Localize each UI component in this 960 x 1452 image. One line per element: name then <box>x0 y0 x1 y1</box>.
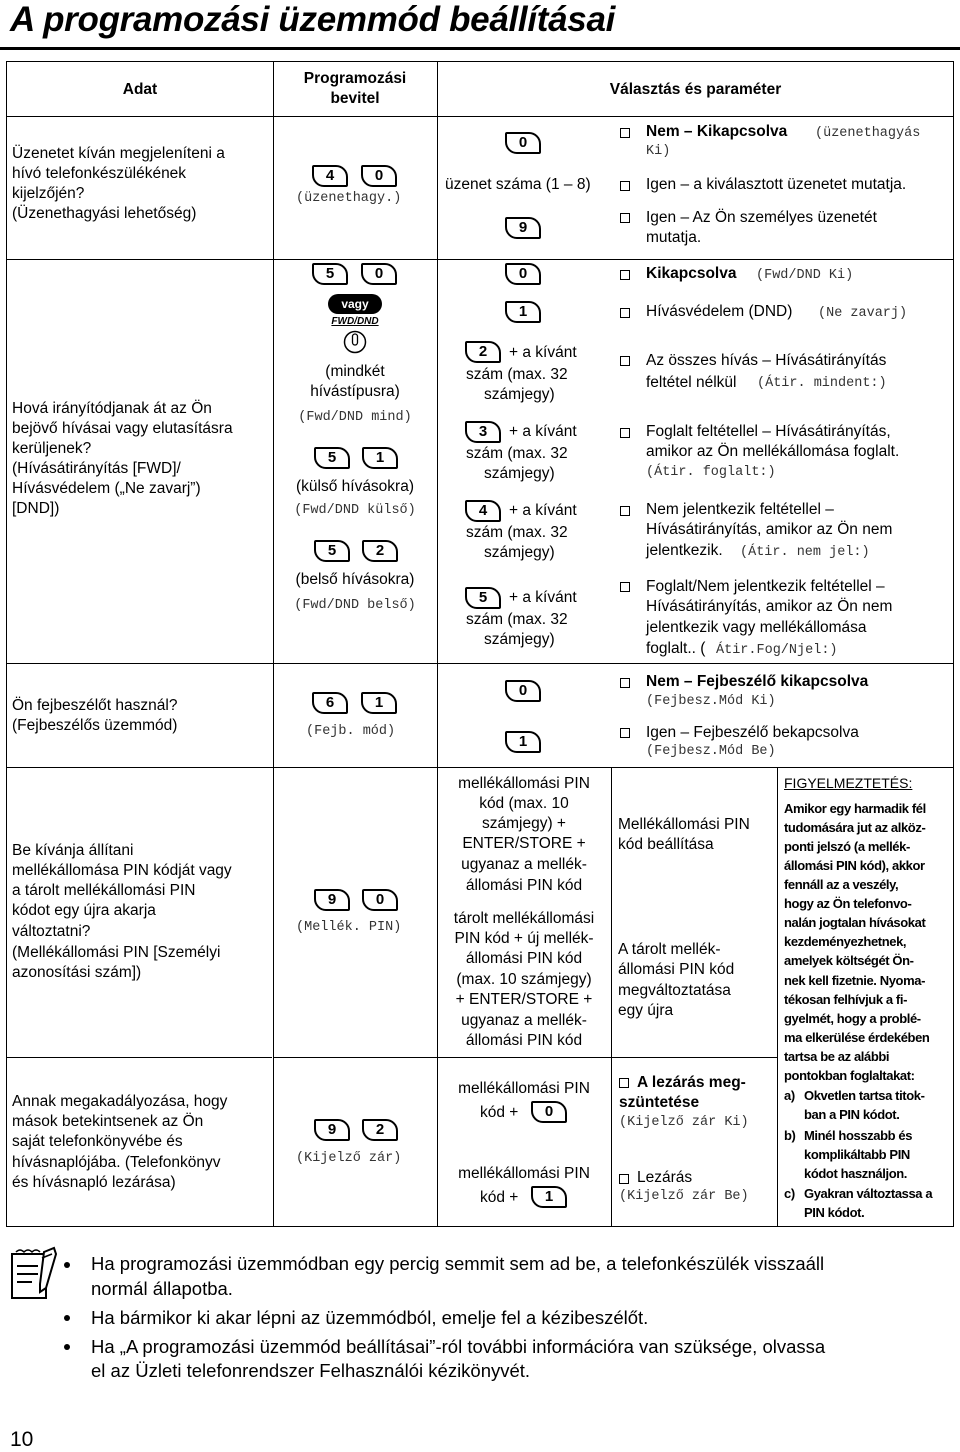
warning-line: ponti jelszó (a mellék- <box>784 839 910 854</box>
warning-line: tartsa be az alábbi <box>784 1049 890 1064</box>
lcd-text: (Fejbesz.Mód Ki) <box>646 694 776 709</box>
adat-line: (Mellékállomási PIN [Személyi <box>12 944 221 961</box>
key-5: 5 <box>314 447 350 469</box>
warning-item-line: Gyakran változtassa a <box>804 1186 933 1201</box>
param-text: állomási PIN kód <box>465 950 583 967</box>
warning-line: fennáll az a veszély, <box>784 877 899 892</box>
param-text: számjegy) <box>484 544 555 561</box>
lcd-text: (Átir. nem jel:) <box>740 545 870 560</box>
vagy-badge: vagy <box>328 294 382 314</box>
param-text: szám (max. 32 <box>466 366 568 383</box>
option-label: Igen – a kiválasztott üzenetet mutatja. <box>646 176 907 193</box>
option-label: amikor az Ön mellékállomása foglalt. <box>646 443 900 460</box>
option-label: mutatja. <box>646 229 702 246</box>
adat-line: saját telefonkönyvébe és <box>12 1133 183 1150</box>
adat-line: [DND]) <box>12 500 60 517</box>
warning-item-line: Minél hosszabb és <box>804 1128 913 1143</box>
title-rule <box>0 47 960 50</box>
adat-line: Annak megakadályozása, hogy <box>12 1093 228 1110</box>
key-9: 9 <box>314 1119 350 1141</box>
adat-line: és hívásnapló lezárása) <box>12 1174 176 1191</box>
key-0: 0 <box>362 889 398 911</box>
checkbox-icon <box>620 128 630 138</box>
param-text: kód + <box>480 1104 519 1121</box>
adat-line: hívó telefonkészülékének <box>12 165 187 182</box>
option-label: foglalt.. ( <box>646 640 706 657</box>
key-2: 2 <box>362 540 398 562</box>
lcd-text: Átir.Fog/Njel:) <box>716 643 838 658</box>
lcd-text: (Ne zavarj) <box>818 306 908 321</box>
header-valasztas: Választás és paraméter <box>609 81 782 98</box>
warning-line: állomási PIN kód), akkor <box>784 858 925 873</box>
option-label: egy újra <box>618 1002 674 1019</box>
param-text: mellékállomási PIN <box>458 1080 590 1097</box>
adat-line: mások betekintsenek az Ön <box>12 1113 204 1130</box>
option-label: Az összes hívás – Hívásátirányítás <box>646 352 887 369</box>
lcd-text: (Fwd/DND Ki) <box>756 268 854 283</box>
key-0: 0 <box>361 165 397 187</box>
bullet-icon <box>64 1344 70 1350</box>
adat-line: a tárolt mellékállomási PIN <box>12 882 196 899</box>
param-key-1: 1 <box>505 731 541 753</box>
option-label: Hívásátirányítás, amikor az Ön nem <box>646 521 893 538</box>
param-text: + a kívánt <box>509 344 577 361</box>
adat-line: változtatni? <box>12 923 91 940</box>
note-line: el az Üzleti telefonrendszer Felhasználói kézikönyvét. <box>91 1360 531 1381</box>
warning-item-line: komplikáltabb PIN <box>804 1147 910 1162</box>
lcd-text: (Fwd/DND mind) <box>298 410 412 425</box>
adat-line: (Hívásátirányítás [FWD]/ <box>12 460 181 477</box>
option-label: szüntetése <box>619 1094 700 1111</box>
checkbox-icon <box>619 1174 629 1184</box>
warning-line: hogy az Ön telefonvo- <box>784 896 912 911</box>
checkbox-icon <box>620 506 630 516</box>
option-label: feltétel nélkül <box>646 374 737 391</box>
checkbox-icon <box>620 213 630 223</box>
option-label: Hívásátirányítás, amikor az Ön nem <box>646 598 893 615</box>
key-1: 1 <box>362 447 398 469</box>
param-text: mellékállomási PIN <box>458 1165 590 1182</box>
note-line: Ha „A programozási üzemmód beállításai”-ról további információra van szüksége, olvassa <box>91 1336 826 1357</box>
param-text: számjegy) <box>484 386 555 403</box>
adat-line: Hívásvédelem („Ne zavarj”) <box>12 480 201 497</box>
warning-line: kezdeményezhetnek, <box>784 934 907 949</box>
param-text: ugyanaz a mellék- <box>461 1012 587 1029</box>
key-4: 4 <box>312 165 348 187</box>
note-line: Ha programozási üzemmódban egy percig semmit sem ad be, a telefonkészülék visszaáll <box>91 1253 825 1274</box>
adat-line: Ön fejbeszélőt használ? <box>12 697 178 714</box>
adat-line: Hová irányítódjanak át az Ön <box>12 400 212 417</box>
param-text: számjegy) <box>484 465 555 482</box>
note-pencil-icon <box>6 1244 60 1304</box>
param-key-1: 1 <box>505 301 541 323</box>
warning-line: amelyek költségét Ön- <box>784 953 914 968</box>
option-label: Kikapcsolva <box>646 265 737 282</box>
param-key-0: 0 <box>505 263 541 285</box>
lcd-text: (Átir. mindent:) <box>757 376 887 391</box>
mindket-label: hívástípusra) <box>310 383 400 400</box>
option-label: A lezárás meg- <box>637 1074 746 1091</box>
option-label: Igen – Az Ön személyes üzenetét <box>646 209 877 226</box>
adat-line: mellékállomása PIN kódját vagy <box>12 862 232 879</box>
option-label: jelentkezik vagy mellékállomása <box>646 619 867 636</box>
warning-item-label: b) <box>784 1128 796 1143</box>
adat-line: Üzenetet kíván megjeleníteni a <box>12 145 225 162</box>
warning-item-label: a) <box>784 1088 795 1103</box>
option-label: Nem jelentkezik feltétellel – <box>646 501 834 518</box>
param-text: mellékállomási PIN <box>458 775 590 792</box>
adat-line: azonosítási szám]) <box>12 964 142 981</box>
param-key-0: 0 <box>505 132 541 154</box>
mindket-label: (mindkét <box>325 363 385 380</box>
key-5: 5 <box>314 540 350 562</box>
option-label: Igen – Fejbeszélő bekapcsolva <box>646 724 859 741</box>
lcd-text: Ki) <box>646 144 671 159</box>
param-text: számjegy) + <box>482 815 566 832</box>
header-bevitel-1: Programozási <box>303 70 407 87</box>
param-key-0: 0 <box>531 1101 567 1123</box>
fwd-dnd-label: FWD/DND <box>331 316 379 327</box>
header-bevitel-2: bevitel <box>330 90 380 107</box>
option-label: Mellékállomási PIN <box>618 816 750 833</box>
option-label: Nem – Kikapcsolva <box>646 123 788 140</box>
warning-line: ma elkerülése érdekében <box>784 1030 930 1045</box>
option-label: Foglalt/Nem jelentkezik feltétellel – <box>646 578 885 595</box>
param-text: állomási PIN kód <box>465 877 583 894</box>
param-text: kód (max. 10 <box>479 795 569 812</box>
option-label: jelentkezik. <box>646 542 723 559</box>
option-label: Hívásvédelem (DND) <box>646 303 793 320</box>
lcd-text: (Fwd/DND belső) <box>294 598 416 613</box>
warning-item-line: Okvetlen tartsa titok- <box>804 1088 925 1103</box>
param-text: ugyanaz a mellék- <box>461 856 587 873</box>
checkbox-icon <box>620 678 630 688</box>
key-1: 1 <box>361 692 397 714</box>
warning-line: gyelmét, hogy a problé- <box>784 1011 921 1026</box>
lcd-text: (üzenethagy.) <box>296 191 402 206</box>
param-text: + ENTER/STORE + <box>455 991 593 1008</box>
note-line: Ha bármikor ki akar lépni az üzemmódból, emelje fel a kézibeszélőt. <box>91 1307 649 1328</box>
warning-line: nalán jogtalan hívásokat <box>784 915 926 930</box>
param-text: számjegy) <box>484 631 555 648</box>
adat-line: kijelzőjén? <box>12 185 85 202</box>
header-adat: Adat <box>122 81 158 98</box>
option-label: megváltoztatása <box>618 982 731 999</box>
key-9: 9 <box>314 889 350 911</box>
option-label: kód beállítása <box>618 836 714 853</box>
param-key-2: 2 <box>465 341 501 363</box>
kulso-label: (külső hívásokra) <box>295 478 414 495</box>
warning-item-line: ban a PIN kódot. <box>804 1107 900 1122</box>
lcd-text: (üzenethagyás <box>815 126 921 141</box>
param-key-5: 5 <box>465 587 501 609</box>
checkbox-icon <box>620 308 630 318</box>
param-key-0: 0 <box>505 680 541 702</box>
param-text: + a kívánt <box>509 502 577 519</box>
adat-line: kódot egy újra akarja <box>12 902 156 919</box>
param-text: kód + <box>480 1189 519 1206</box>
bullet-icon <box>64 1315 70 1321</box>
belso-label: (belső hívásokra) <box>295 571 415 588</box>
adat-line: Be kívánja állítani <box>12 842 134 859</box>
param-text: + a kívánt <box>509 589 577 606</box>
bullet-icon <box>64 1262 70 1268</box>
lcd-text: (Kijelző zár Ki) <box>619 1115 749 1130</box>
key-6: 6 <box>312 692 348 714</box>
checkbox-icon <box>620 428 630 438</box>
checkbox-icon <box>620 270 630 280</box>
adat-line: hívásnaplójába. (Telefonkönyv <box>12 1154 221 1171</box>
lcd-text: (Kijelző zár) <box>296 1151 402 1166</box>
lcd-text: (Fejb. mód) <box>306 724 396 739</box>
warning-title: FIGYELMEZTETÉS: <box>784 775 913 791</box>
lcd-text: (Kijelző zár Be) <box>619 1189 749 1204</box>
adat-line: (Fejbeszélős üzemmód) <box>12 717 178 734</box>
warning-line: nek kell fizetnie. Nyoma- <box>784 973 925 988</box>
key-0: 0 <box>361 263 397 285</box>
warning-item-label: c) <box>784 1186 795 1201</box>
adat-line: (Üzenethagyási lehetőség) <box>12 205 197 222</box>
lcd-text: (Fwd/DND külső) <box>294 503 416 518</box>
key-2: 2 <box>362 1119 398 1141</box>
fwd-dnd-button-icon <box>343 330 367 354</box>
option-label: Nem – Fejbeszélő kikapcsolva <box>646 673 869 690</box>
warning-line: Amikor egy harmadik fél <box>784 801 926 816</box>
note-line: normál állapotba. <box>91 1278 233 1299</box>
param-text: ENTER/STORE + <box>462 835 586 852</box>
param-text: állomási PIN kód <box>465 1032 583 1049</box>
checkbox-icon <box>620 356 630 366</box>
param-text: szám (max. 32 <box>466 524 568 541</box>
option-label: A tárolt mellék- <box>618 941 721 958</box>
param-key-4: 4 <box>465 500 501 522</box>
option-label: Foglalt feltétellel – Hívásátirányítás, <box>646 423 891 440</box>
checkbox-icon <box>620 582 630 592</box>
lcd-text: (Fejbesz.Mód Be) <box>646 744 776 759</box>
warning-item-line: kódot használjon. <box>804 1166 907 1181</box>
warning-line: tudomására jut az alköz- <box>784 820 926 835</box>
adat-line: bejövő hívásai vagy elutasításra <box>12 420 233 437</box>
adat-line: kerüljenek? <box>12 440 92 457</box>
param-text: + a kívánt <box>509 423 577 440</box>
param-text: PIN kód + új mellék- <box>454 930 594 947</box>
page-title: A programozási üzemmód beállításai <box>10 0 616 39</box>
param-key-3: 3 <box>465 421 501 443</box>
param-text: (max. 10 számjegy) <box>456 971 592 988</box>
checkbox-icon <box>619 1078 629 1088</box>
param-text: szám (max. 32 <box>466 611 568 628</box>
lcd-text: (Átir. foglalt:) <box>646 465 776 480</box>
warning-line: pontokban foglaltakat: <box>784 1068 915 1083</box>
param-text: tárolt mellékállomási <box>453 910 595 927</box>
option-label: állomási PIN kód <box>618 961 735 978</box>
checkbox-icon <box>620 728 630 738</box>
warning-line: tékosan felhívjuk a fi- <box>784 992 908 1007</box>
warning-item-line: PIN kódot. <box>804 1205 865 1220</box>
param-key-1: 1 <box>531 1186 567 1208</box>
page-number: 10 <box>10 1428 34 1451</box>
param-key-9: 9 <box>505 217 541 239</box>
checkbox-icon <box>620 181 630 191</box>
param-text: üzenet száma (1 – 8) <box>445 176 591 193</box>
param-text: szám (max. 32 <box>466 445 568 462</box>
option-label: Lezárás <box>637 1169 693 1186</box>
lcd-text: (Mellék. PIN) <box>296 920 402 935</box>
key-5: 5 <box>312 263 348 285</box>
